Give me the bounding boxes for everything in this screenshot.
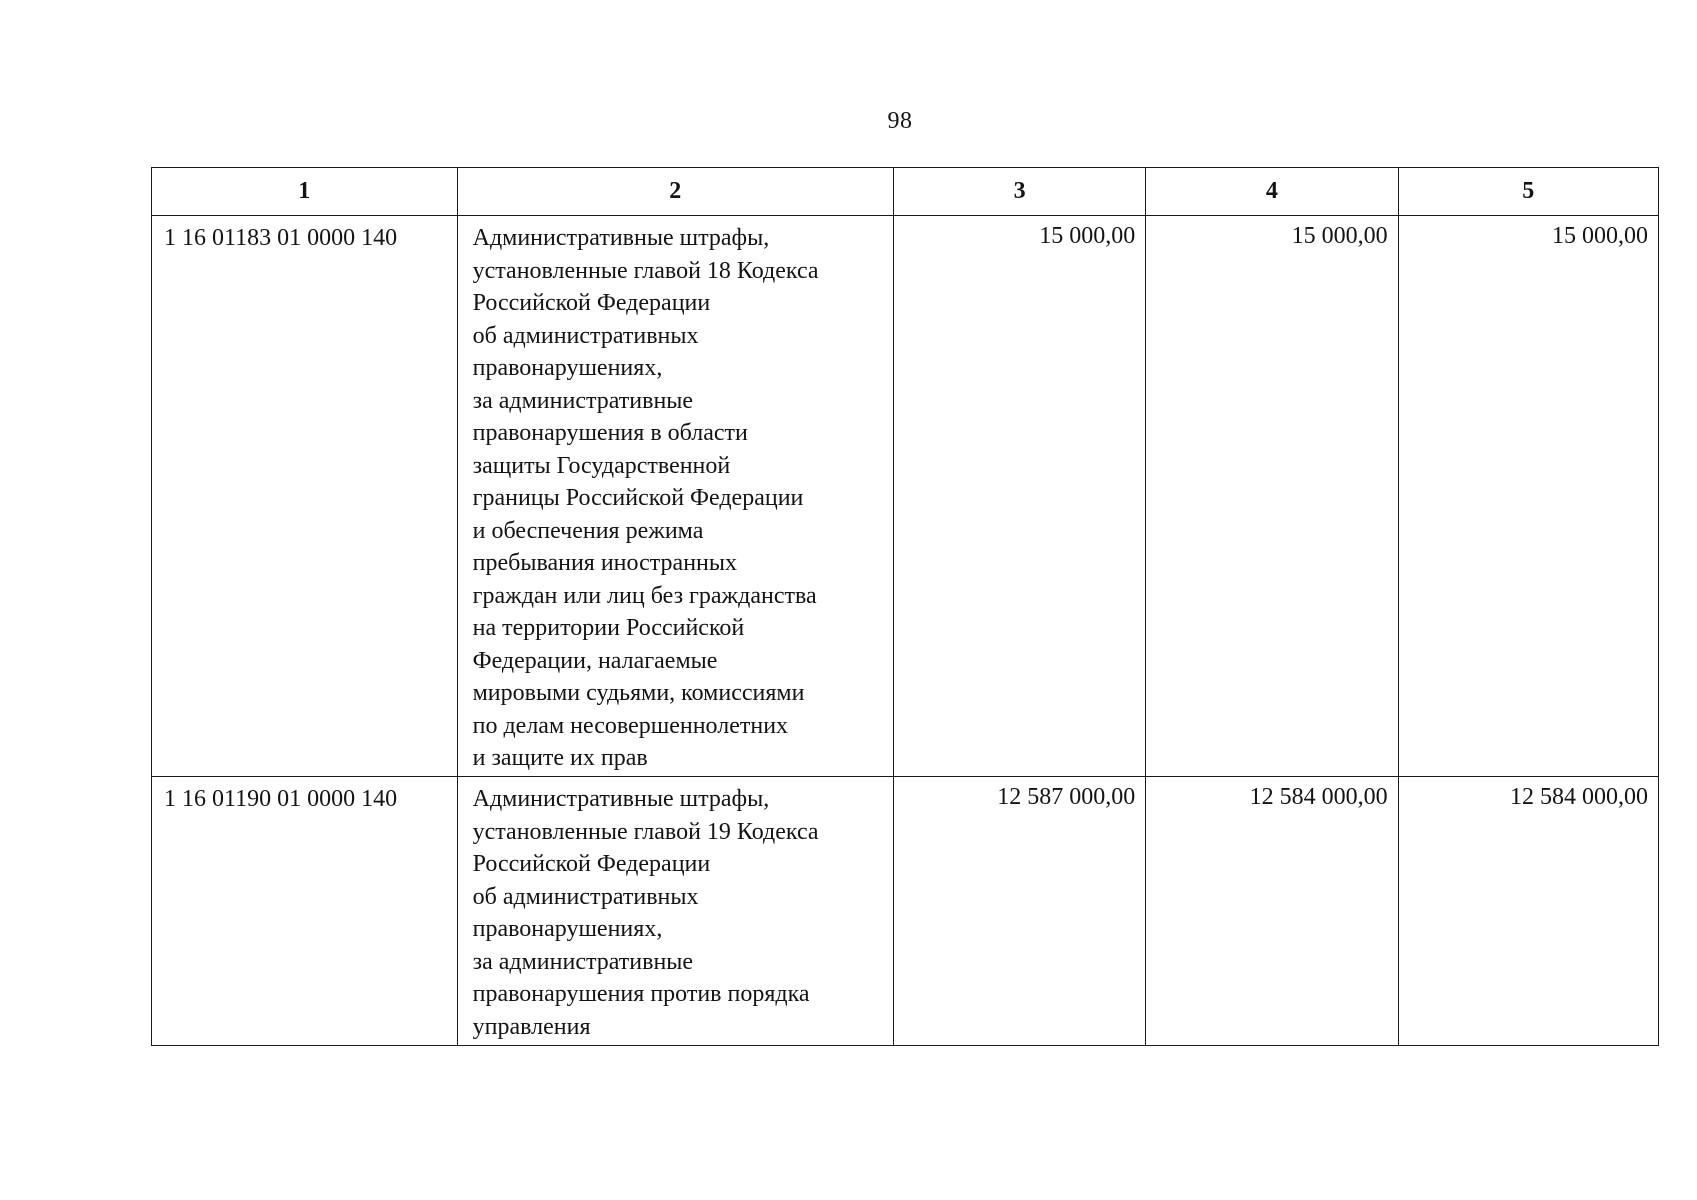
revenue-name-line: Административные штрафы, bbox=[472, 225, 770, 251]
revenue-name-line: на территории Российской bbox=[472, 615, 745, 641]
revenue-name-line: защиты Государственной bbox=[472, 452, 731, 479]
revenue-name-line: граждан или лиц без гражданства bbox=[472, 582, 817, 609]
amount-col-3: 12 587 000,00 bbox=[893, 777, 1145, 1046]
revenue-name-line: Российской Федерации bbox=[472, 851, 711, 877]
revenue-name-line: и обеспечения режима bbox=[472, 517, 704, 544]
revenue-name-line: установленные главой 19 Кодекса bbox=[472, 818, 819, 845]
revenue-name-line: об административных bbox=[472, 322, 699, 349]
amount-col-4: 12 584 000,00 bbox=[1146, 777, 1398, 1046]
classification-code: 1 16 01183 01 0000 140 bbox=[152, 216, 458, 777]
table-row bbox=[152, 216, 1659, 777]
amount-col-5: 12 584 000,00 bbox=[1398, 777, 1658, 1046]
revenue-name-line: управления bbox=[472, 1013, 591, 1040]
revenue-name-line: границы Российской Федерации bbox=[472, 485, 804, 511]
column-header-5: 5 bbox=[1398, 168, 1658, 216]
revenue-name-line: за административные bbox=[472, 948, 694, 975]
classification-code: 1 16 01190 01 0000 140 bbox=[152, 777, 458, 1046]
revenue-name-line: Административные штрафы, bbox=[472, 786, 770, 812]
column-header-3: 3 bbox=[893, 168, 1145, 216]
budget-table bbox=[151, 167, 1659, 1046]
column-header-4: 4 bbox=[1146, 168, 1398, 216]
revenue-name-line: и защите их прав bbox=[472, 745, 648, 771]
amount-col-5: 15 000,00 bbox=[1398, 216, 1658, 777]
revenue-name-line: пребывания иностранных bbox=[472, 550, 738, 576]
revenue-name bbox=[457, 216, 893, 777]
revenue-name-line: Российской Федерации bbox=[472, 290, 711, 316]
revenue-name-line: правонарушения в области bbox=[472, 420, 748, 446]
revenue-name-line: мировыми судьями, комиссиями bbox=[472, 680, 805, 706]
column-header-2: 2 bbox=[457, 168, 893, 216]
revenue-name-line: об административных bbox=[472, 883, 699, 910]
page-number: 98 bbox=[887, 108, 913, 134]
column-header-1: 1 bbox=[152, 168, 458, 216]
revenue-name-line: Федерации, налагаемые bbox=[472, 647, 718, 674]
revenue-name-line: правонарушениях, bbox=[472, 355, 663, 381]
revenue-name bbox=[457, 777, 893, 1046]
table-header-row bbox=[152, 168, 1659, 216]
revenue-name-line: установленные главой 18 Кодекса bbox=[472, 257, 819, 284]
amount-col-4: 15 000,00 bbox=[1146, 216, 1398, 777]
revenue-name-line: по делам несовершеннолетних bbox=[472, 712, 789, 739]
revenue-name-line: правонарушения против порядка bbox=[472, 981, 810, 1007]
table-row bbox=[152, 777, 1659, 1046]
revenue-name-line: правонарушениях, bbox=[472, 916, 663, 942]
revenue-name-line: за административные bbox=[472, 387, 694, 414]
amount-col-3: 15 000,00 bbox=[893, 216, 1145, 777]
